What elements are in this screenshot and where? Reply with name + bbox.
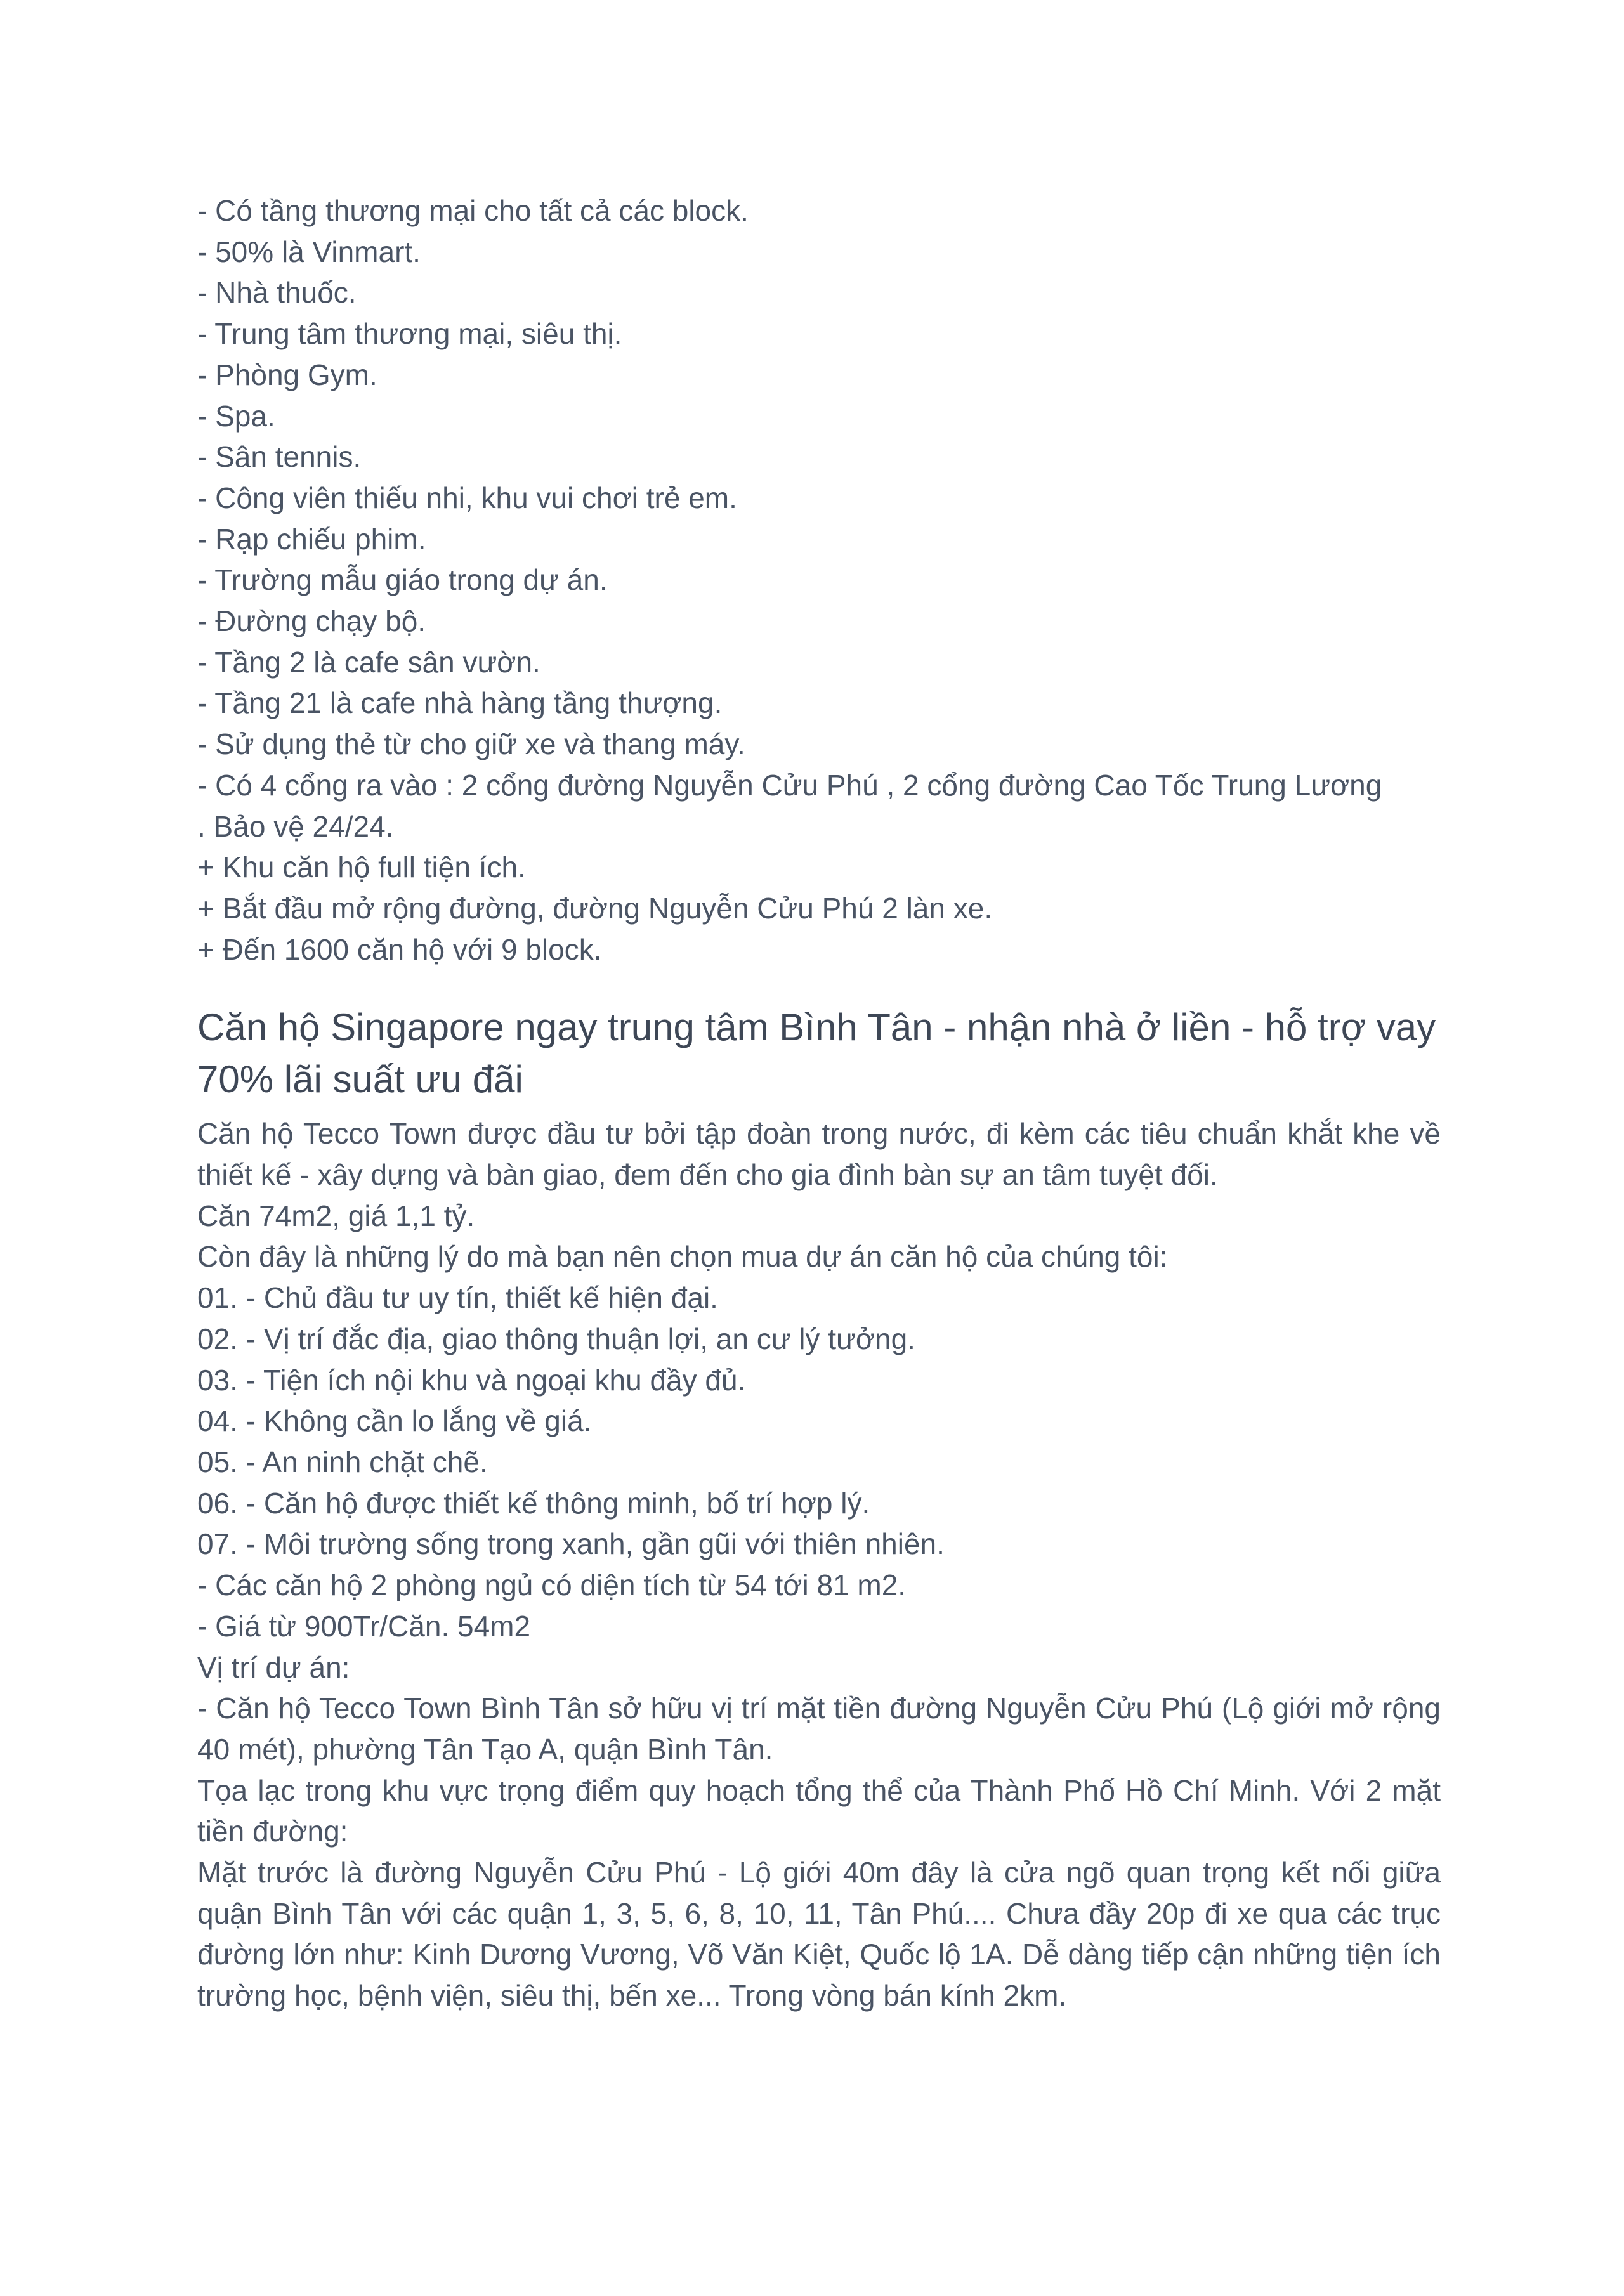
list-item: - Spa. (197, 399, 275, 433)
section-heading: Căn hộ Singapore ngay trung tâm Bình Tân - nhận nhà ở liền - hỗ trợ vay 70% lãi suất ưu đãi (197, 1006, 1436, 1101)
list-item: - Trường mẫu giáo trong dự án. (197, 563, 608, 597)
list-item: - Giá từ 900Tr/Căn. 54m2 (197, 1609, 531, 1643)
intro-paragraph: Căn hộ Tecco Town được đầu tư bởi tập đoàn trong nước, đi kèm các tiêu chuẩn khắt khe về thiết kế - xây dựng và bàn giao, đem đến cho gia đình bàn sự an tâm tuyệt đối. (197, 1117, 1441, 1192)
list-item: + Khu căn hộ full tiện ích. (197, 851, 526, 884)
list-item: 05. - An ninh chặt chẽ. (197, 1445, 488, 1478)
list-item: + Bắt đầu mở rộng đường, đường Nguyễn Cửu Phú 2 làn xe. (197, 891, 993, 925)
list-item: - Nhà thuốc. (197, 276, 357, 310)
list-item: 07. - Môi trường sống trong xanh, gần gũi với thiên nhiên. (197, 1527, 945, 1561)
frontage-paragraph: Mặt trước là đường Nguyễn Cửu Phú - Lộ giới 40m đây là cửa ngõ quan trọng kết nối giữa quận Bình Tân với các quận 1, 3, 5, 6, 8, 10, 11, Tân Phú.... Chưa đầy 20p đi xe qua các trục đường lớn như: Kinh Dương Vương, Võ Văn Kiệt, Quốc lộ 1A. Dễ dàng tiếp cận những tiện ích trường học, bệnh viện, siêu thị, bến xe... Trong vòng bán kính 2km. (197, 1856, 1441, 2012)
list-item: - Trung tâm thương mại, siêu thị. (197, 317, 622, 351)
list-item: - Có tầng thương mại cho tất cả các block. (197, 194, 749, 227)
amenities-list (197, 190, 1441, 970)
list-item: - Sử dụng thẻ từ cho giữ xe và thang máy. (197, 727, 745, 761)
list-item: 01. - Chủ đầu tư uy tín, thiết kế hiện đại. (197, 1281, 718, 1315)
list-item: Còn đây là những lý do mà bạn nên chọn mua dự án căn hộ của chúng tôi: (197, 1240, 1168, 1274)
list-item: - Rạp chiếu phim. (197, 522, 426, 556)
reasons-list (197, 1196, 1441, 1688)
list-item: - Tầng 2 là cafe sân vườn. (197, 645, 540, 679)
list-item: - Đường chạy bộ. (197, 604, 426, 638)
list-item: + Đến 1600 căn hộ với 9 block. (197, 932, 602, 966)
list-item: - Tầng 21 là cafe nhà hàng tầng thượng. (197, 686, 723, 720)
list-item: - Các căn hộ 2 phòng ngủ có diện tích từ 54 tới 81 m2. (197, 1569, 907, 1602)
list-item: 06. - Căn hộ được thiết kế thông minh, bố trí hợp lý. (197, 1486, 870, 1520)
list-item: - 50% là Vinmart. (197, 235, 421, 268)
planning-paragraph: Tọa lạc trong khu vực trọng điểm quy hoạch tổng thể của Thành Phố Hồ Chí Minh. Với 2 mặt tiền đường: (197, 1773, 1441, 1848)
list-item: 02. - Vị trí đắc địa, giao thông thuận lợi, an cư lý tưởng. (197, 1322, 915, 1355)
list-item: 03. - Tiện ích nội khu và ngoại khu đầy đủ. (197, 1363, 746, 1397)
document-page (197, 190, 1441, 2016)
list-item: - Có 4 cổng ra vào : 2 cổng đường Nguyễn Cửu Phú , 2 cổng đường Cao Tốc Trung Lương (197, 768, 1382, 802)
location-paragraph: - Căn hộ Tecco Town Bình Tân sở hữu vị trí mặt tiền đường Nguyễn Cửu Phú (Lộ giới mở rộng 40 mét), phường Tân Tạo A, quận Bình Tân. (197, 1692, 1441, 1766)
list-item: - Phòng Gym. (197, 358, 377, 391)
list-item: Vị trí dự án: (197, 1650, 350, 1684)
list-item: - Sân tennis. (197, 440, 362, 474)
list-item: Căn 74m2, giá 1,1 tỷ. (197, 1199, 475, 1232)
list-item: - Công viên thiếu nhi, khu vui chơi trẻ em. (197, 481, 737, 514)
list-item: . Bảo vệ 24/24. (197, 809, 394, 843)
list-item: 04. - Không cần lo lắng về giá. (197, 1404, 592, 1438)
